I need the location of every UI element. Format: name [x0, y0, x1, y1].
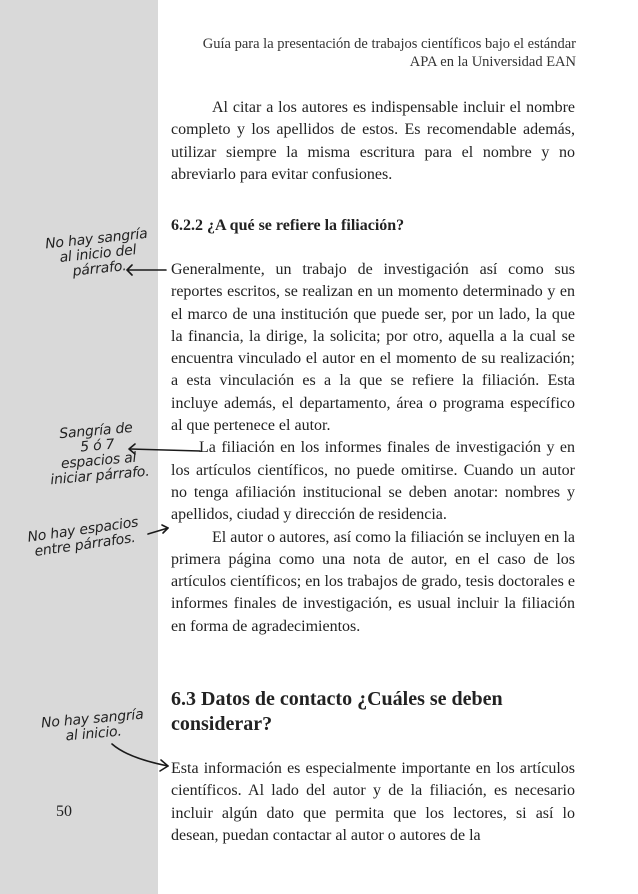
arrow-head-no-space-between-paragraphs [162, 525, 168, 533]
page-number: 50 [56, 803, 72, 820]
paragraph-3: La filiación en los informes finales de investigación y en los artículos científicos, no puede omitirse. Cuando un autor no tenga afiliación institucional se deben anotar: nombres y apellidos, ciudad y dirección de residencia. [171, 439, 575, 524]
section-heading-6-3-line-2: considerar? [171, 713, 273, 735]
paragraph-5: Esta información es especialmente importante en los artículos científicos. Al lado del autor y de la filiación, es necesario incluir algún dato que permita que los lectores, si así lo desean, puedan contactar al autor o autores de la [171, 760, 575, 844]
paragraph-5-container [171, 758, 575, 847]
section-heading-6-2-2: 6.2.2 ¿A qué se refiere la filiación? [171, 217, 405, 234]
filiation-text-block [171, 259, 575, 638]
arrow-head-no-indent-start [160, 760, 168, 771]
section-heading-6-3-line-1: 6.3 Datos de contacto ¿Cuáles se deben [171, 688, 503, 710]
section-heading-6-3 [171, 687, 575, 737]
header-line-1: Guía para la presentación de trabajos científicos bajo el estándar [202, 36, 576, 52]
paragraph-1-container [171, 97, 575, 186]
note-indent-5-7-spaces: Sangría de 5 ó 7 espacios al iniciar párrafo. [49, 419, 151, 489]
note-no-space-between-paragraphs: No hay espacios entre párrafos. [26, 514, 140, 560]
header-line-2: APA en la Universidad EAN [409, 54, 576, 70]
paragraph-2: Generalmente, un trabajo de investigación así como sus reportes escritos, se realizan en un momento determinado y en el marco de una institución que puede ser, por un lado, la que la financia, la dirige, la solicita; por otro, aquella a la cual se encuentra vinculado el autor en el momento de su realización; a esta vinculación es a la que se refiere la filiación. Esta incluye además, el departamento, área o programa específico al que pertenece el autor. [171, 261, 575, 435]
paragraph-4: El autor o autores, así como la filiación se incluyen en la primera página como una nota de autor, en el caso de los artículos científicos; en los trabajos de grado, tesis doctorales e informes finales de investigación, es usual incluir la filiación en forma de agradecimientos. [171, 528, 575, 635]
paragraph-1: Al citar a los autores es indispensable incluir el nombre completo y los apellidos de estos. Es recomendable además, utilizar siempre la misma escritura para el nombre y no abreviarlo para evitar confusiones. [171, 99, 575, 183]
running-header [170, 35, 576, 71]
note-no-indent-paragraph: No hay sangría al inicio del párrafo. [44, 225, 149, 280]
note-no-indent-start: No hay sangría al inicio. [40, 706, 145, 745]
